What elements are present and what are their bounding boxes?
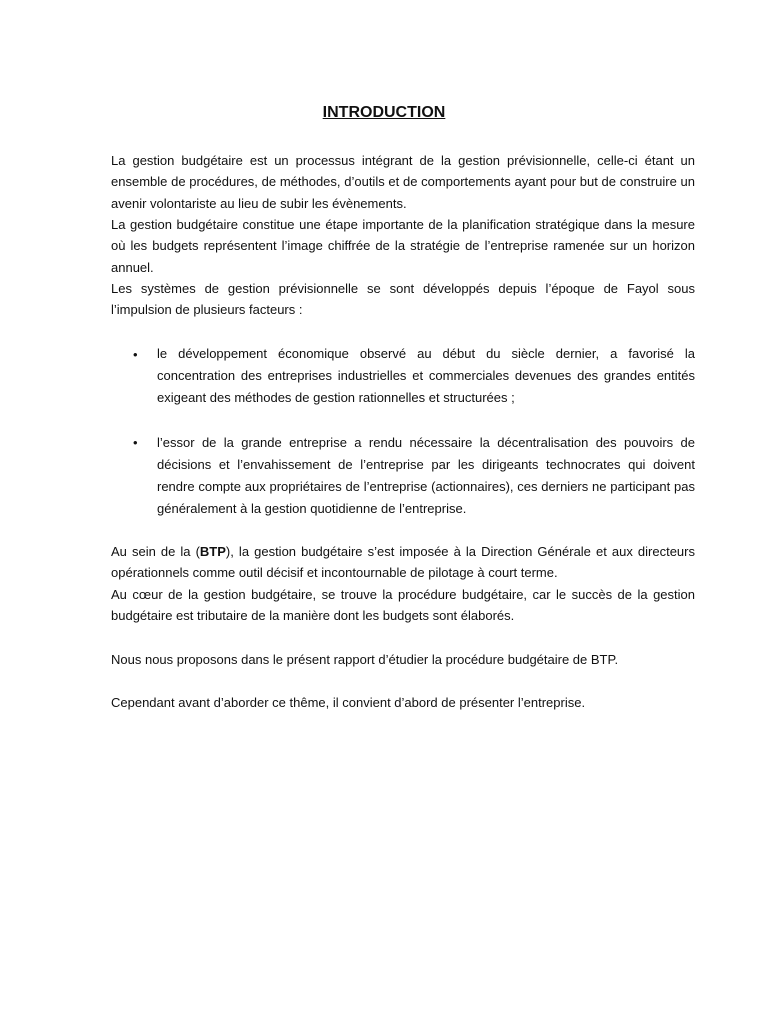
rapport-paragraph: Nous nous proposons dans le présent rapport d’étudier la procédure budgétaire de BTP. xyxy=(111,652,619,667)
bullet-marker: • xyxy=(133,347,138,362)
intro-paragraph-3: Les systèmes de gestion prévisionnelle se sont développés depuis l’époque de Fayol sous l’impulsion de plusieurs facteurs : xyxy=(111,281,695,318)
bullet-marker: • xyxy=(133,435,138,450)
list-item: le développement économique observé au début du siècle dernier, a favorisé la concentration des entreprises industrielles et commerciales devenues des grandes entités exigeant des méthodes de gestion rationnelles et structurées ; xyxy=(157,346,695,405)
intro-paragraph-1: La gestion budgétaire est un processus intégrant de la gestion prévisionnelle, celle-ci étant un ensemble de procédures, de méthodes, d’outils et de comportements ayant pour but de construire un avenir volontariste au lieu de subir les évènements. xyxy=(111,153,695,211)
coeur-paragraph: Au cœur de la gestion budgétaire, se trouve la procédure budgétaire, car le succès de la gestion budgétaire est tributaire de la manière dont les budgets sont élaborés. xyxy=(111,587,695,624)
page-title: INTRODUCTION xyxy=(322,104,446,121)
btp-text-after: ), la gestion budgétaire s’est imposée à la Direction Générale et aux directeurs opérationnels comme outil décisif et incontournable de pilotage à court terme. xyxy=(111,544,695,581)
cependant-paragraph: Cependant avant d’aborder ce thême, il convient d’abord de présenter l’entreprise. xyxy=(111,695,586,710)
btp-paragraph xyxy=(111,541,695,584)
btp-bold: BTP xyxy=(199,544,226,559)
intro-paragraph-2: La gestion budgétaire constitue une étape importante de la planification stratégique dans la mesure où les budgets représentent l’image chiffrée de la stratégie de l’entreprise ramenée sur un horizon annuel. xyxy=(111,217,695,275)
btp-text-before: Au sein de la ( xyxy=(111,544,200,559)
list-item: l’essor de la grande entreprise a rendu nécessaire la décentralisation des pouvoirs de décisions et l’envahissement de l’entreprise par les dirigeants technocrates qui doivent rendre compte aux propriétaires de l’entreprise (actionnaires), ces derniers ne participant pas généralement à la gestion quotidienne de l’entreprise. xyxy=(157,435,695,516)
